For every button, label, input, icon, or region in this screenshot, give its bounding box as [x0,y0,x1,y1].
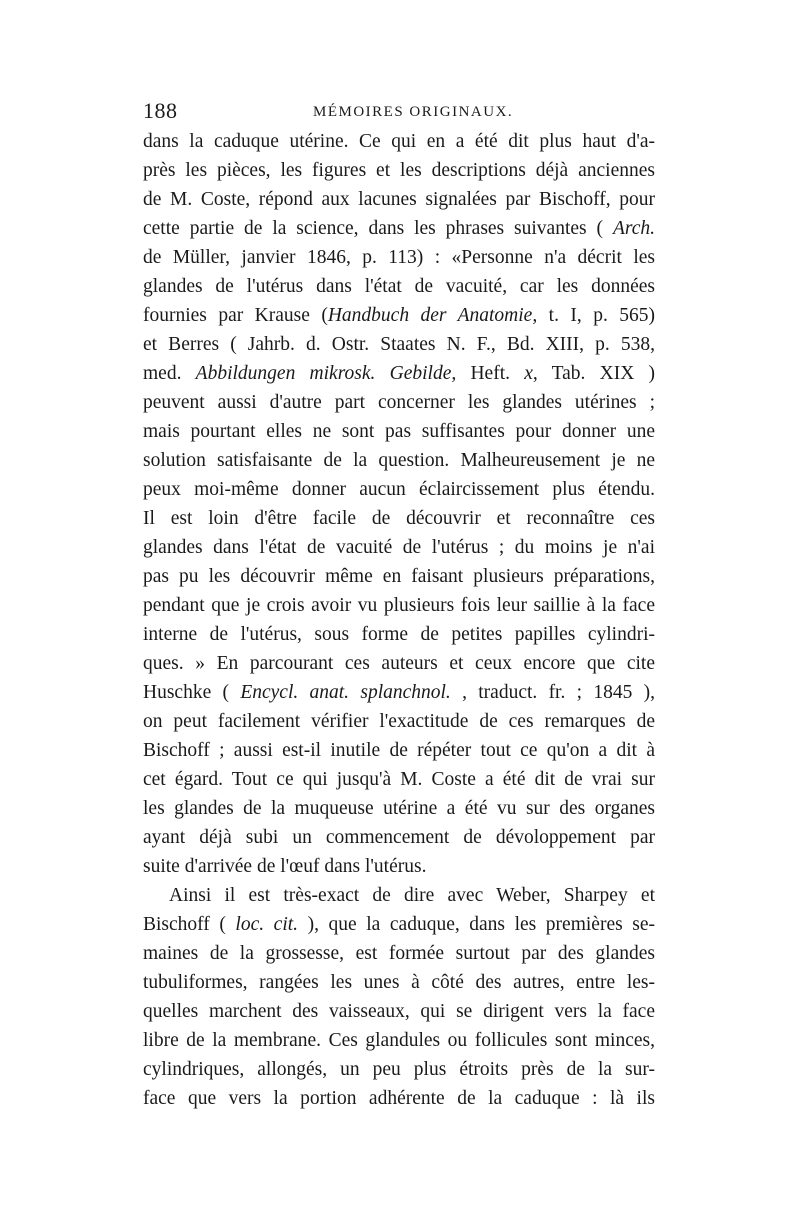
text-line [143,388,655,417]
text-segment: peux moi-même donner aucun éclaircissement plus étendu. [143,479,655,500]
text-segment: libre de la membrane. Ces glandules ou follicules sont minces, [143,1030,655,1051]
italic-text: Handbuch der Anatomie, [327,305,538,326]
text-segment: ), que la caduque, dans les premières se- [298,914,655,935]
text-line [143,852,655,881]
text-segment: quelles marchent des vaisseaux, qui se dirigent vers la face [143,1001,655,1022]
text-segment: Bischoff ; aussi est-il inutile de répéter tout ce qu'on a dit à [143,740,655,761]
text-line [143,968,655,997]
text-segment: Il est loin d'être facile de découvrir et reconnaître ces [143,508,655,529]
text-segment: mais pourtant elles ne sont pas suffisantes pour donner une [143,421,655,442]
text-line [143,1084,655,1113]
text-line [143,649,655,678]
text-segment: fournies par Krause ( [143,305,328,326]
page-number: 188 [143,98,178,123]
text-line [143,185,655,214]
running-title: MÉMOIRES ORIGINAUX. [313,104,514,120]
text-line [143,214,655,243]
text-segment: suite d'arrivée de l'œuf dans l'utérus. [143,856,427,877]
text-line [143,1026,655,1055]
text-line [143,620,655,649]
text-segment: Bischoff ( [143,914,236,935]
text-line [143,1055,655,1084]
text-line [143,156,655,185]
text-line [143,417,655,446]
text-segment: med. [143,363,196,384]
text-line [143,272,655,301]
text-segment: t. I, p. 565) [537,305,656,326]
text-segment: dans la caduque utérine. Ce qui en a été dit plus haut d'a- [143,131,655,152]
text-segment: de Müller, janvier 1846, p. 113) : «Personne n'a décrit les [143,247,655,268]
text-line [143,504,655,533]
text-line [143,736,655,765]
text-line [143,243,655,272]
text-line [143,330,655,359]
text-line [143,533,655,562]
text-segment: interne de l'utérus, sous forme de petites papilles cylindri- [143,624,655,645]
italic-text: loc. cit. [235,914,299,935]
italic-text: x [524,363,533,384]
text-segment: pas pu les découvrir même en faisant plusieurs préparations, [143,566,655,587]
running-head [143,96,655,126]
text-segment: face que vers la portion adhérente de la caduque : là ils [143,1088,655,1109]
text-segment: cet égard. Tout ce qui jusqu'à M. Coste a été dit de vrai sur [143,769,655,790]
text-line [143,127,655,156]
text-line [143,707,655,736]
text-segment: les glandes de la muqueuse utérine a été vu sur des organes [143,798,655,819]
text-segment: Heft. [456,363,525,384]
text-line [143,475,655,504]
text-segment: , traduct. fr. ; 1845 ), [450,682,655,703]
text-line [143,359,655,388]
text-segment: maines de la grossesse, est formée surtout par des glandes [143,943,655,964]
text-segment: glandes de l'utérus dans l'état de vacuité, car les données [143,276,655,297]
text-segment: Ainsi il est très-exact de dire avec Weber, Sharpey et [169,885,655,906]
text-segment: ques. » En parcourant ces auteurs et ceux encore que cite [143,653,655,674]
body-text [143,127,655,1113]
text-segment: , Tab. XIX ) [532,363,655,384]
text-line [143,591,655,620]
text-line [143,301,655,330]
text-line [143,794,655,823]
text-segment: Huschke ( [143,682,241,703]
text-segment: ayant déjà subi un commencement de dévoloppement par [143,827,655,848]
text-segment: près les pièces, les figures et les descriptions déjà anciennes [143,160,655,181]
text-line [143,881,655,910]
text-segment: pendant que je crois avoir vu plusieurs fois leur saillie à la face [143,595,655,616]
italic-text: Arch. [612,218,655,239]
text-segment: de M. Coste, répond aux lacunes signalées par Bischoff, pour [143,189,655,210]
text-segment: on peut facilement vérifier l'exactitude de ces remarques de [143,711,655,732]
text-line [143,823,655,852]
italic-text: Abbildungen mikrosk. Gebilde, [195,363,457,384]
text-segment: cette partie de la science, dans les phrases suivantes ( [143,218,613,239]
text-line [143,678,655,707]
text-segment: tubuliformes, rangées les unes à côté des autres, entre les- [143,972,655,993]
text-segment: glandes dans l'état de vacuité de l'utérus ; du moins je n'ai [143,537,655,558]
text-segment: peuvent aussi d'autre part concerner les glandes utérines ; [143,392,655,413]
text-line [143,910,655,939]
text-segment: solution satisfaisante de la question. Malheureusement je ne [143,450,655,471]
text-line [143,446,655,475]
text-segment: et Berres ( Jahrb. d. Ostr. Staates N. F., Bd. XIII, p. 538, [143,334,655,355]
text-line [143,562,655,591]
text-line [143,997,655,1026]
text-line [143,939,655,968]
italic-text: Encycl. anat. splanchnol. [240,682,451,703]
text-line [143,765,655,794]
text-segment: cylindriques, allongés, un peu plus étroits près de la sur- [143,1059,655,1080]
